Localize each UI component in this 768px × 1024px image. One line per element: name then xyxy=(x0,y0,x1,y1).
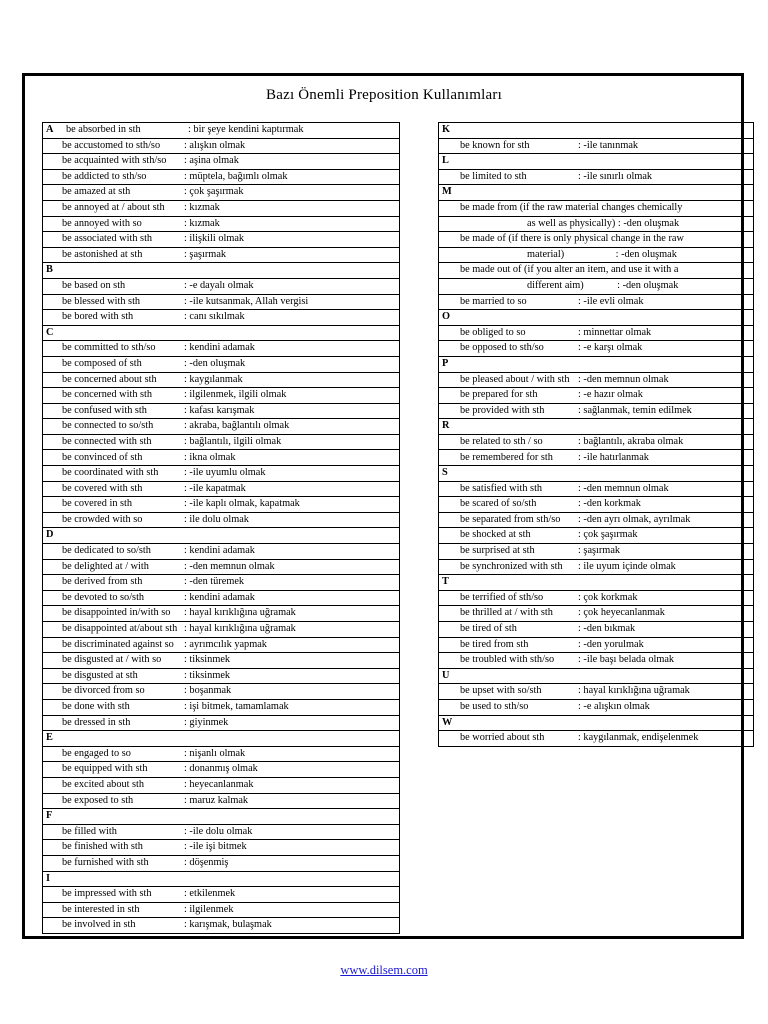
table-row xyxy=(439,169,754,185)
meaning: : -ile sınırlı olmak xyxy=(578,170,653,182)
table-row xyxy=(43,123,400,139)
meaning: : -den memnun olmak xyxy=(578,373,669,385)
meaning: : -e karşı olmak xyxy=(578,342,643,354)
meaning: : -den memnun olmak xyxy=(184,560,275,572)
meaning: : hayal kırıklığına uğramak xyxy=(578,685,690,697)
meaning: : kendini adamak xyxy=(184,591,255,603)
table-row xyxy=(43,684,400,700)
phrase: be surprised at sth xyxy=(460,545,535,557)
phrase: be crowded with so xyxy=(62,513,143,525)
table-row xyxy=(43,746,400,762)
section-header-row xyxy=(43,871,400,887)
phrase: be thrilled at / with sth xyxy=(460,607,553,619)
meaning: : -e hazır olmak xyxy=(578,389,643,401)
table-row xyxy=(43,918,400,934)
section-header-row xyxy=(439,466,754,482)
table-row xyxy=(43,232,400,248)
table-row xyxy=(439,372,754,388)
phrase: be coordinated with sth xyxy=(62,467,159,479)
meaning: : -ile hatırlanmak xyxy=(578,451,649,463)
phrase: be divorced from so xyxy=(62,685,145,697)
entry-text: as well as physically) : -den oluşmak xyxy=(527,217,680,229)
section-header-row xyxy=(439,185,754,201)
phrase: be worried about sth xyxy=(460,732,545,744)
meaning: : -ile kapatmak xyxy=(184,482,246,494)
phrase: be concerned about sth xyxy=(62,373,157,385)
phrase: be derived from sth xyxy=(62,576,143,588)
meaning: : bağlantılı, ilgili olmak xyxy=(184,435,282,447)
entry-text: be made of (if there is only physical change in the raw xyxy=(460,233,684,245)
phrase: be equipped with sth xyxy=(62,763,148,775)
phrase: be concerned with sth xyxy=(62,389,153,401)
meaning: : çok şaşırmak xyxy=(578,529,638,541)
table-row xyxy=(439,699,754,715)
phrase: be devoted to so/sth xyxy=(62,591,145,603)
section-letter: S xyxy=(439,466,754,482)
phrase: be accustomed to sth/so xyxy=(62,139,161,151)
meaning: : bağlantılı, akraba olmak xyxy=(578,435,684,447)
table-row xyxy=(439,528,754,544)
table-row xyxy=(43,902,400,918)
meaning: : kızmak xyxy=(184,217,220,229)
phrase: be terrified of sth/so xyxy=(460,591,544,603)
table-row xyxy=(439,622,754,638)
section-header-row xyxy=(43,528,400,544)
meaning: : -ile evli olmak xyxy=(578,295,644,307)
table-row xyxy=(439,637,754,653)
table-row xyxy=(43,668,400,684)
meaning: : kızmak xyxy=(184,202,220,214)
table-row xyxy=(43,887,400,903)
meaning: : kafası karışmak xyxy=(184,404,255,416)
phrase: be connected to so/sth xyxy=(62,420,154,432)
meaning: : hayal kırıklığına uğramak xyxy=(184,623,296,635)
phrase: be impressed with sth xyxy=(62,888,152,900)
section-letter: W xyxy=(439,715,754,731)
table-row xyxy=(439,653,754,669)
phrase: be engaged to so xyxy=(62,747,131,759)
section-header-row xyxy=(43,809,400,825)
meaning: : tiksinmek xyxy=(184,654,231,666)
table-row xyxy=(439,263,754,279)
table-row xyxy=(43,356,400,372)
table-row xyxy=(43,216,400,232)
phrase: be connected with sth xyxy=(62,435,152,447)
table-row xyxy=(43,247,400,263)
section-letter: A xyxy=(46,124,54,136)
table-row xyxy=(43,278,400,294)
meaning: : ilişkili olmak xyxy=(184,233,245,245)
meaning: : -ile tanınmak xyxy=(578,139,639,151)
table-row xyxy=(43,310,400,326)
meaning: : -e alışkın olmak xyxy=(578,701,650,713)
website-link[interactable]: www.dilsem.com xyxy=(340,963,428,977)
table-row xyxy=(43,544,400,560)
table-row xyxy=(43,388,400,404)
phrase: be pleased about / with sth xyxy=(460,373,570,385)
meaning: : ile dolu olmak xyxy=(184,513,249,525)
phrase: be interested in sth xyxy=(62,903,140,915)
entry-text: be made from (if the raw material changes chemically xyxy=(460,202,683,214)
table-row xyxy=(439,388,754,404)
phrase: be addicted to sth/so xyxy=(62,170,147,182)
section-header-row xyxy=(439,356,754,372)
section-header-row xyxy=(439,310,754,326)
phrase: be limited to sth xyxy=(460,170,527,182)
table-row xyxy=(43,637,400,653)
phrase: be upset with so/sth xyxy=(460,685,542,697)
meaning: : maruz kalmak xyxy=(184,794,249,806)
section-letter: L xyxy=(439,154,754,170)
meaning: : heyecanlanmak xyxy=(184,778,254,790)
meaning: : döşenmiş xyxy=(184,856,229,868)
table-row xyxy=(43,855,400,871)
table-row xyxy=(43,512,400,528)
phrase: be covered in sth xyxy=(62,498,133,510)
meaning: : hayal kırıklığına uğramak xyxy=(184,607,296,619)
section-letter: U xyxy=(439,668,754,684)
section-header-row xyxy=(43,731,400,747)
preposition-table-left xyxy=(42,122,400,934)
table-row xyxy=(439,684,754,700)
meaning: : çok şaşırmak xyxy=(184,186,244,198)
table-row xyxy=(439,512,754,528)
meaning: : -ile kaplı olmak, kapatmak xyxy=(184,498,300,510)
meaning: : -den korkmak xyxy=(578,498,641,510)
meaning: : müptela, bağımlı olmak xyxy=(184,170,288,182)
phrase: be involved in sth xyxy=(62,919,136,931)
meaning: : çok korkmak xyxy=(578,591,638,603)
meaning: : ikna olmak xyxy=(184,451,236,463)
section-letter: B xyxy=(43,263,400,279)
phrase: be absorbed in sth xyxy=(66,124,141,136)
phrase: be furnished with sth xyxy=(62,856,149,868)
meaning: : çok heyecanlanmak xyxy=(578,607,665,619)
phrase: be disgusted at / with so xyxy=(62,654,162,666)
meaning: : kaygılanmak xyxy=(184,373,243,385)
table-row xyxy=(439,200,754,216)
meaning: : kendini adamak xyxy=(184,545,255,557)
table-row xyxy=(439,481,754,497)
table-row xyxy=(43,575,400,591)
phrase: be disgusted at sth xyxy=(62,669,138,681)
section-header-row xyxy=(439,715,754,731)
phrase: be tired from sth xyxy=(460,638,529,650)
phrase: be synchronized with sth xyxy=(460,560,563,572)
table-row xyxy=(43,497,400,513)
section-letter: E xyxy=(43,731,400,747)
meaning: : -ile uyumlu olmak xyxy=(184,467,266,479)
table-row xyxy=(43,419,400,435)
phrase: be used to sth/so xyxy=(460,701,529,713)
meaning: : bir şeye kendini kaptırmak xyxy=(188,124,304,136)
entry-text: be made out of (if you alter an item, and use it with a xyxy=(460,264,679,276)
meaning: : boşanmak xyxy=(184,685,232,697)
phrase: be related to sth / so xyxy=(460,435,543,447)
entry-text: different aim) : -den oluşmak xyxy=(527,279,679,291)
preposition-table-right xyxy=(438,122,754,747)
table-row xyxy=(439,731,754,747)
meaning: : -ile kutsanmak, Allah vergisi xyxy=(184,295,309,307)
phrase: be prepared for sth xyxy=(460,389,538,401)
phrase: be confused with sth xyxy=(62,404,147,416)
table-row xyxy=(43,715,400,731)
table-row xyxy=(439,138,754,154)
meaning: : -den ayrı olmak, ayrılmak xyxy=(578,513,691,525)
meaning: : -den memnun olmak xyxy=(578,482,669,494)
page-title: Bazı Önemli Preposition Kullanımları xyxy=(266,87,502,103)
table-row xyxy=(43,559,400,575)
phrase: be based on sth xyxy=(62,279,126,291)
meaning: : ilgilenmek xyxy=(184,903,234,915)
table-row xyxy=(439,559,754,575)
section-header-row xyxy=(439,575,754,591)
meaning: : -e dayalı olmak xyxy=(184,279,254,291)
table-row xyxy=(439,403,754,419)
meaning: : -ile başı belada olmak xyxy=(578,654,675,666)
table-row xyxy=(439,544,754,560)
meaning: : kaygılanmak, endişelenmek xyxy=(578,732,699,744)
phrase: be finished with sth xyxy=(62,841,143,853)
meaning: : ile uyum içinde olmak xyxy=(578,560,676,572)
phrase: be committed to sth/so xyxy=(62,342,156,354)
table-row xyxy=(43,200,400,216)
phrase: be acquainted with sth/so xyxy=(62,155,167,167)
meaning: : akraba, bağlantılı olmak xyxy=(184,420,290,432)
table-row xyxy=(439,325,754,341)
meaning: : -ile dolu olmak xyxy=(184,825,253,837)
section-header-row xyxy=(439,419,754,435)
table-row xyxy=(43,606,400,622)
section-header-row xyxy=(439,668,754,684)
meaning: : sağlanmak, temin edilmek xyxy=(578,404,692,416)
phrase: be opposed to sth/so xyxy=(460,342,544,354)
section-letter: K xyxy=(439,123,754,139)
meaning: : donanmış olmak xyxy=(184,763,258,775)
meaning: : işi bitmek, tamamlamak xyxy=(184,701,289,713)
section-letter: T xyxy=(439,575,754,591)
phrase: be annoyed with so xyxy=(62,217,142,229)
section-letter: O xyxy=(439,310,754,326)
phrase: be shocked at sth xyxy=(460,529,531,541)
phrase: be scared of so/sth xyxy=(460,498,537,510)
table-row xyxy=(439,232,754,248)
section-letter: F xyxy=(43,809,400,825)
section-header-row xyxy=(439,123,754,139)
section-letter: D xyxy=(43,528,400,544)
meaning: : şaşırmak xyxy=(578,545,621,557)
phrase: be convinced of sth xyxy=(62,451,143,463)
phrase: be filled with xyxy=(62,825,117,837)
phrase: be married to so xyxy=(460,295,527,307)
meaning: : minnettar olmak xyxy=(578,326,652,338)
table-row xyxy=(439,294,754,310)
table-row xyxy=(43,154,400,170)
table-row xyxy=(43,403,400,419)
table-row xyxy=(43,372,400,388)
meaning: : -den oluşmak xyxy=(184,357,246,369)
table-row xyxy=(439,247,754,263)
table-row xyxy=(43,466,400,482)
table-row xyxy=(43,294,400,310)
meaning: : giyinmek xyxy=(184,716,229,728)
table-row xyxy=(43,840,400,856)
table-row xyxy=(43,793,400,809)
meaning: : aşina olmak xyxy=(184,155,239,167)
section-header-row xyxy=(439,154,754,170)
table-row xyxy=(43,777,400,793)
phrase: be delighted at / with xyxy=(62,560,149,572)
meaning: : alışkın olmak xyxy=(184,139,246,151)
phrase: be disappointed in/with so xyxy=(62,607,171,619)
table-row xyxy=(43,434,400,450)
phrase: be astonished at sth xyxy=(62,248,143,260)
phrase: be covered with sth xyxy=(62,482,143,494)
table-row xyxy=(439,216,754,232)
phrase: be amazed at sth xyxy=(62,186,131,198)
phrase: be obliged to so xyxy=(460,326,526,338)
meaning: : karışmak, bulaşmak xyxy=(184,919,272,931)
table-row xyxy=(43,762,400,778)
phrase: be blessed with sth xyxy=(62,295,141,307)
section-letter: C xyxy=(43,325,400,341)
table-row xyxy=(439,606,754,622)
phrase: be satisfied with sth xyxy=(460,482,543,494)
meaning: : kendini adamak xyxy=(184,342,255,354)
phrase: be remembered for sth xyxy=(460,451,553,463)
phrase: be provided with sth xyxy=(460,404,545,416)
section-letter: M xyxy=(439,185,754,201)
table-row xyxy=(439,434,754,450)
meaning: : canı sıkılmak xyxy=(184,311,245,323)
entry-text: material) : -den oluşmak xyxy=(527,248,677,260)
table-row xyxy=(43,824,400,840)
meaning: : -den bıkmak xyxy=(578,623,636,635)
meaning: : -den yorulmak xyxy=(578,638,644,650)
phrase: be discriminated against so xyxy=(62,638,174,650)
phrase: be dressed in sth xyxy=(62,716,131,728)
table-row xyxy=(43,341,400,357)
table-row xyxy=(43,169,400,185)
table-row xyxy=(439,341,754,357)
meaning: : nişanlı olmak xyxy=(184,747,246,759)
table-row xyxy=(43,138,400,154)
phrase: be annoyed at / about sth xyxy=(62,202,165,214)
phrase: be exposed to sth xyxy=(62,794,134,806)
phrase: be disappointed at/about sth xyxy=(62,623,178,635)
phrase: be troubled with sth/so xyxy=(460,654,555,666)
table-row xyxy=(43,481,400,497)
table-row xyxy=(439,450,754,466)
meaning: : -den türemek xyxy=(184,576,245,588)
section-header-row xyxy=(43,263,400,279)
meaning: : şaşırmak xyxy=(184,248,227,260)
phrase: be known for sth xyxy=(460,139,530,151)
table-row xyxy=(43,622,400,638)
table-row xyxy=(43,699,400,715)
meaning: : tiksinmek xyxy=(184,669,231,681)
table-row xyxy=(439,278,754,294)
phrase: be excited about sth xyxy=(62,778,145,790)
section-letter: I xyxy=(43,871,400,887)
table-row xyxy=(43,653,400,669)
meaning: : ayrımcılık yapmak xyxy=(184,638,267,650)
meaning: : etkilenmek xyxy=(184,888,236,900)
meaning: : ilgilenmek, ilgili olmak xyxy=(184,389,287,401)
phrase: be done with sth xyxy=(62,701,130,713)
table-row xyxy=(43,450,400,466)
phrase: be composed of sth xyxy=(62,357,142,369)
table-row xyxy=(43,590,400,606)
section-letter: P xyxy=(439,356,754,372)
phrase: be dedicated to so/sth xyxy=(62,545,151,557)
meaning: : -ile işi bitmek xyxy=(184,841,247,853)
section-letter: R xyxy=(439,419,754,435)
phrase: be separated from sth/so xyxy=(460,513,561,525)
table-row xyxy=(439,497,754,513)
phrase: be tired of sth xyxy=(460,623,517,635)
phrase: be associated with sth xyxy=(62,233,153,245)
table-row xyxy=(43,185,400,201)
table-row xyxy=(439,590,754,606)
section-header-row xyxy=(43,325,400,341)
phrase: be bored with sth xyxy=(62,311,134,323)
